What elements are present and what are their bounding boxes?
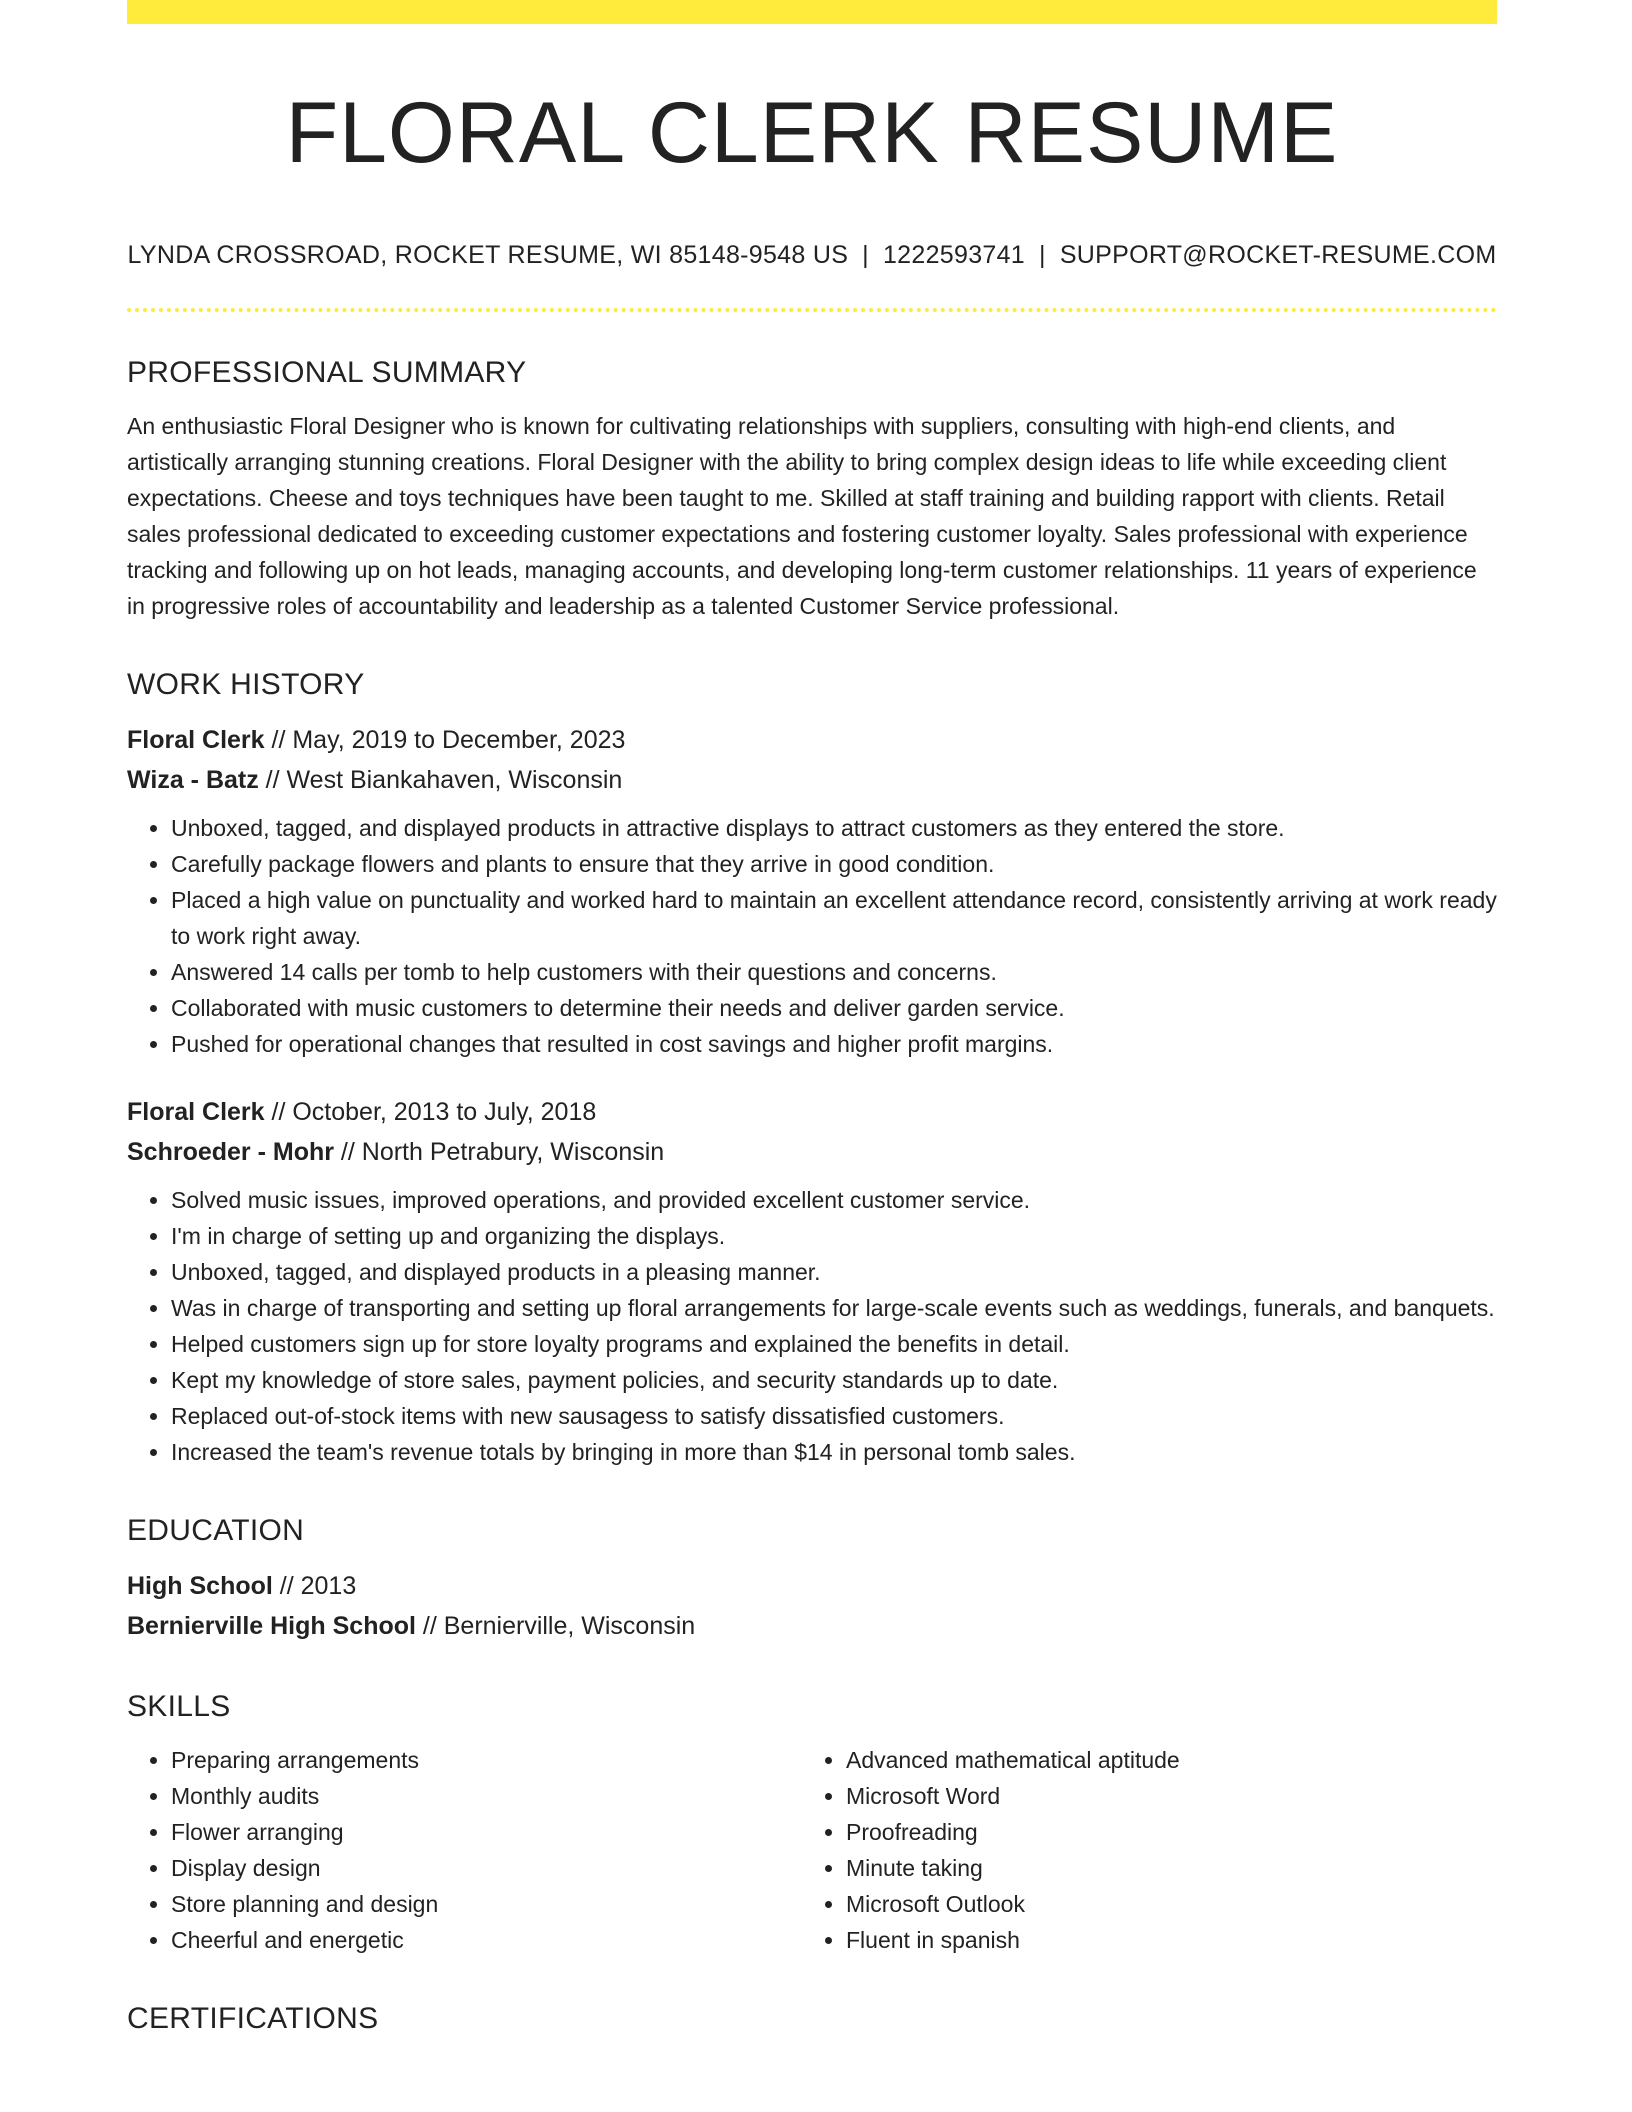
list-item: • I'm in charge of setting up and organizing the displays. (171, 1218, 1497, 1254)
list-item: • Collaborated with music customers to determine their needs and deliver garden service. (171, 990, 1497, 1026)
summary-text: An enthusiastic Floral Designer who is known for cultivating relationships with suppliers, consulting with high-end clients, and artistically arranging stunning creations. Floral Designer with the ability to bring complex design ideas to life while exceeding client expectations. Cheese and toys techniques have been taught to me. Skilled at staff training and building rapport with clients. Retail sales professional dedicated to exceeding customer expectations and fostering customer loyalty. Sales professional with experience tracking and following up on hot leads, managing accounts, and developing long-term customer relationships. 11 years of experience in progressive roles of accountability and leadership as a talented Customer Service professional. (127, 412, 1477, 619)
list-item: • Microsoft Outlook (846, 1886, 1477, 1922)
contact-line (127, 241, 1497, 270)
list-item: • Was in charge of transporting and setting up floral arrangements for large-scale events such as weddings, funerals, and banquets. (171, 1290, 1497, 1326)
list-item: • Placed a high value on punctuality and worked hard to maintain an excellent attendance record, consistently arriving at work ready to work right away. (171, 882, 1497, 954)
skills-heading: SKILLS (127, 1689, 231, 1723)
education-school: Bernierville High School (127, 1611, 416, 1640)
list-item: • Display design (171, 1850, 802, 1886)
job-entry (127, 1092, 1497, 1470)
summary-heading: PROFESSIONAL SUMMARY (127, 355, 527, 389)
education-location: // Bernierville, Wisconsin (415, 1611, 696, 1640)
list-item: • Monthly audits (171, 1778, 802, 1814)
job-dates: // May, 2019 to December, 2023 (264, 725, 626, 754)
list-item: • Minute taking (846, 1850, 1477, 1886)
certifications-heading: CERTIFICATIONS (127, 2001, 379, 2035)
job-title: Floral Clerk (127, 1097, 265, 1126)
job-title-line (127, 1092, 1497, 1132)
list-item: • Microsoft Word (846, 1778, 1477, 1814)
contact-separator: | (1039, 240, 1046, 269)
job-title: Floral Clerk (127, 725, 265, 754)
contact-separator: | (862, 240, 869, 269)
resume-page (127, 0, 1497, 2054)
job-company: Wiza - Batz (127, 765, 259, 794)
job-bullets (127, 1182, 1497, 1470)
resume-title: FLORAL CLERK RESUME (285, 85, 1339, 181)
skills-list-right (802, 1742, 1477, 1958)
list-item: • Store planning and design (171, 1886, 802, 1922)
job-entry (127, 720, 1497, 1062)
certifications-section (127, 2002, 1497, 2036)
accent-top-bar (127, 0, 1497, 24)
contact-email: SUPPORT@ROCKET-RESUME.COM (1059, 240, 1497, 269)
list-item: • Kept my knowledge of store sales, payment policies, and security standards up to date. (171, 1362, 1497, 1398)
list-item: • Helped customers sign up for store loyalty programs and explained the benefits in detail. (171, 1326, 1497, 1362)
education-degree-line (127, 1566, 1497, 1606)
list-item: • Unboxed, tagged, and displayed products in a pleasing manner. (171, 1254, 1497, 1290)
list-item: • Cheerful and energetic (171, 1922, 802, 1958)
list-item: • Preparing arrangements (171, 1742, 802, 1778)
job-company-line (127, 760, 1497, 800)
contact-address: LYNDA CROSSROAD, ROCKET RESUME, WI 85148-9548 US (127, 240, 849, 269)
education-degree: High School (127, 1571, 273, 1600)
work-history-heading: WORK HISTORY (127, 667, 365, 701)
list-item: • Replaced out-of-stock items with new sausagess to satisfy dissatisfied customers. (171, 1398, 1497, 1434)
list-item: • Answered 14 calls per tomb to help customers with their questions and concerns. (171, 954, 1497, 990)
job-title-line (127, 720, 1497, 760)
list-item: • Carefully package flowers and plants to ensure that they arrive in good condition. (171, 846, 1497, 882)
list-item: • Advanced mathematical aptitude (846, 1742, 1477, 1778)
skills-section (127, 1690, 1497, 1958)
list-item: • Fluent in spanish (846, 1922, 1477, 1958)
job-dates: // October, 2013 to July, 2018 (264, 1097, 597, 1126)
job-company: Schroeder - Mohr (127, 1137, 334, 1166)
list-item: • Unboxed, tagged, and displayed products in attractive displays to attract customers as they entered the store. (171, 810, 1497, 846)
dotted-divider (127, 308, 1497, 312)
work-history-section (127, 668, 1497, 1470)
list-item: • Flower arranging (171, 1814, 802, 1850)
education-school-line (127, 1606, 1497, 1646)
skills-grid (127, 1742, 1497, 1958)
list-item: • Pushed for operational changes that resulted in cost savings and higher profit margins. (171, 1026, 1497, 1062)
skills-list-left (127, 1742, 802, 1958)
list-item: • Increased the team's revenue totals by bringing in more than $14 in personal tomb sales. (171, 1434, 1497, 1470)
education-year: // 2013 (272, 1571, 357, 1600)
contact-phone: 1222593741 (882, 240, 1026, 269)
job-location: // West Biankahaven, Wisconsin (258, 765, 623, 794)
job-company-line (127, 1132, 1497, 1172)
job-location: // North Petrabury, Wisconsin (333, 1137, 665, 1166)
list-item: • Solved music issues, improved operations, and provided excellent customer service. (171, 1182, 1497, 1218)
education-section (127, 1514, 1497, 1646)
list-item: • Proofreading (846, 1814, 1477, 1850)
job-bullets (127, 810, 1497, 1062)
education-heading: EDUCATION (127, 1513, 305, 1547)
summary-section (127, 356, 1497, 624)
